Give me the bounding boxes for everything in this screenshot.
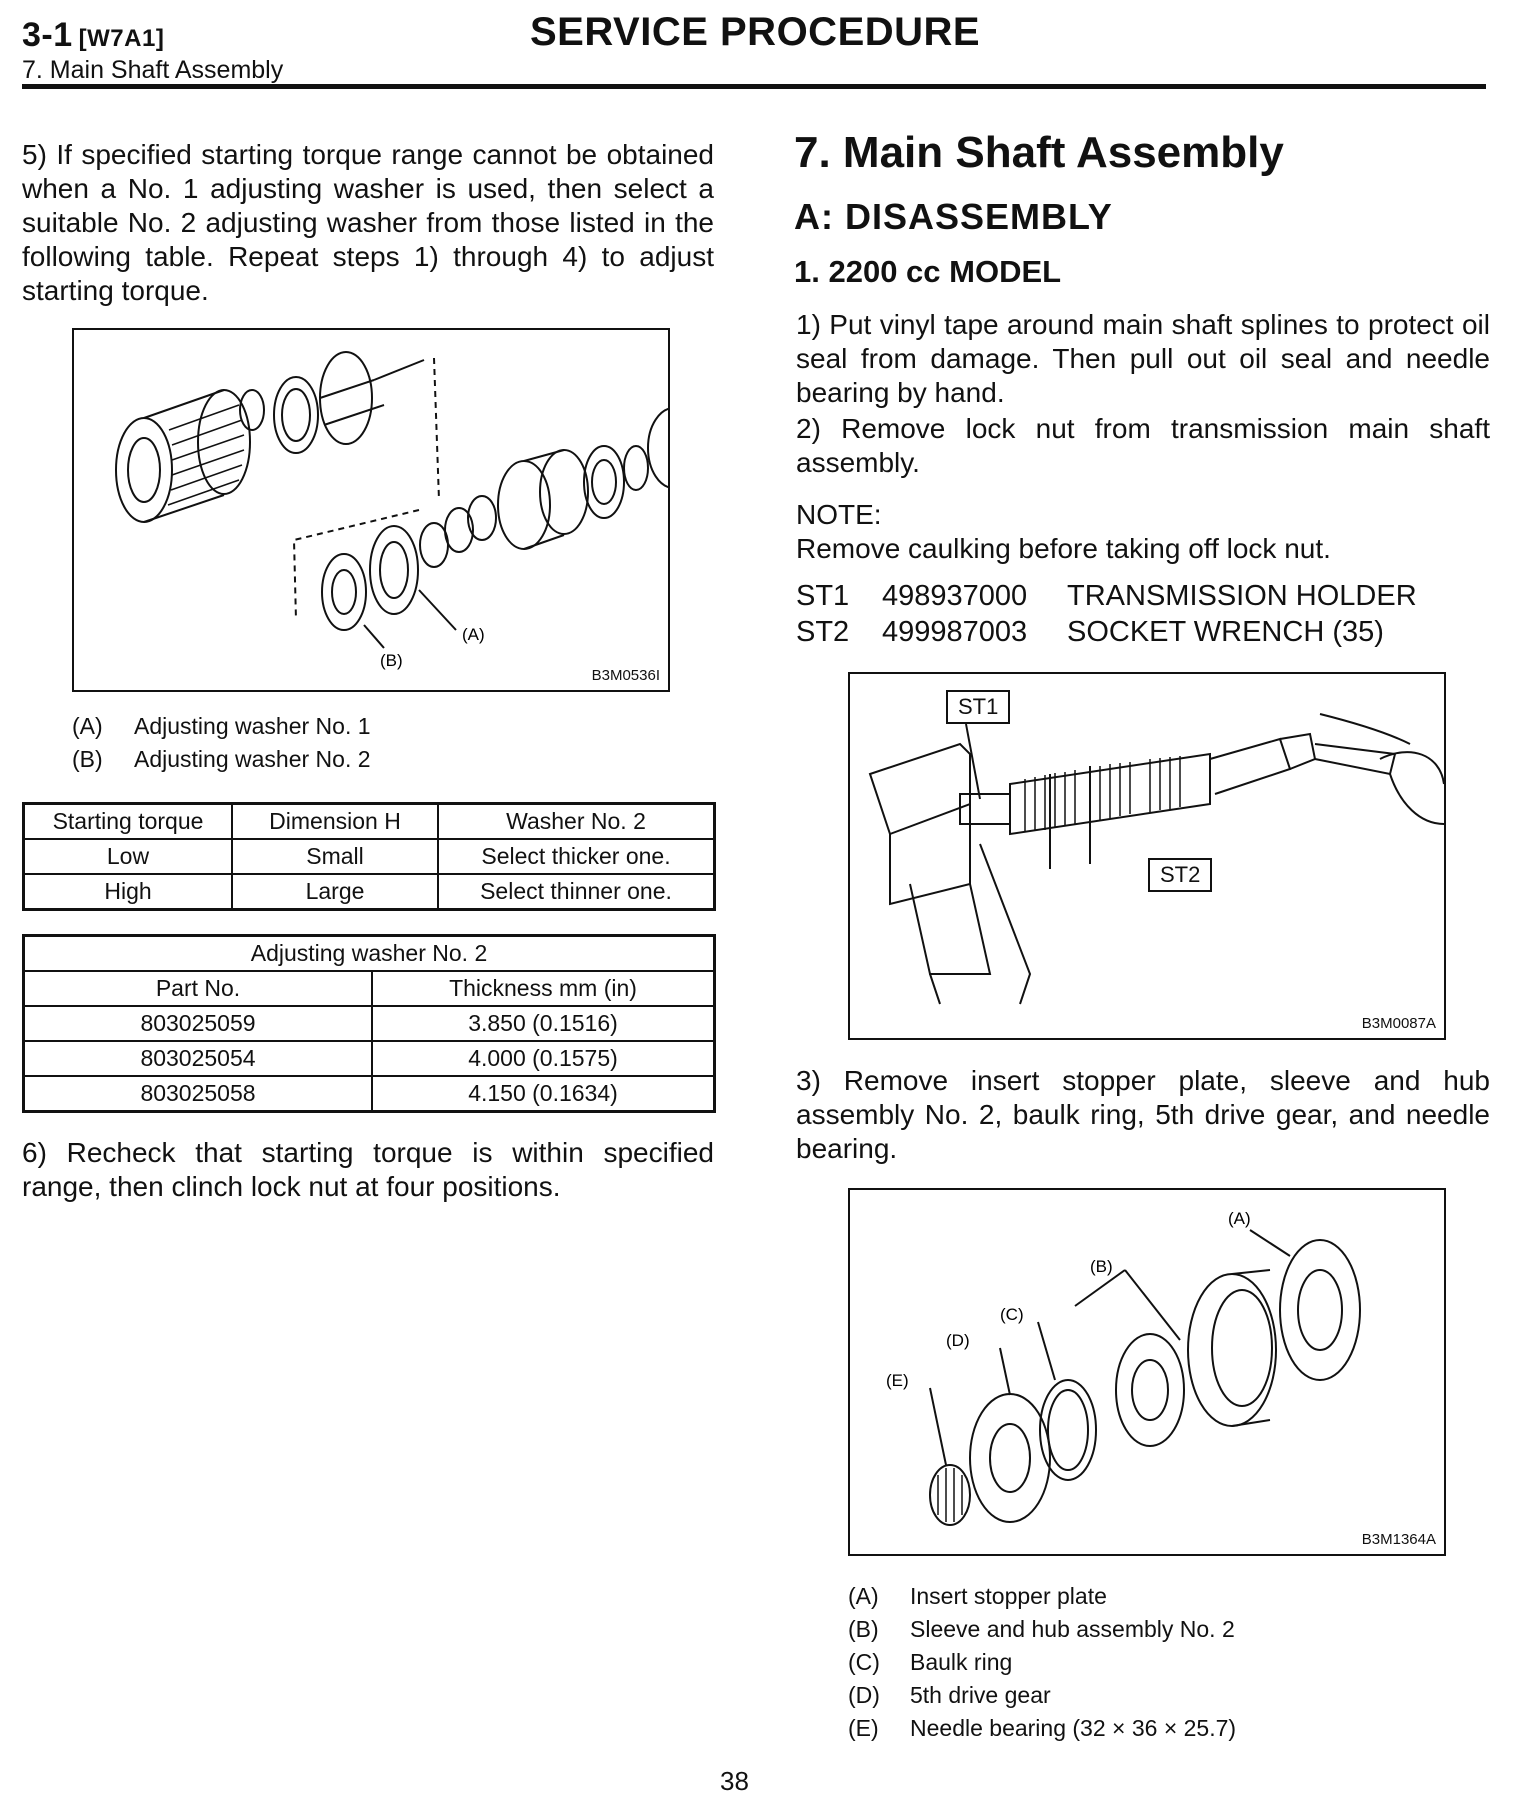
legend-key: (B): [72, 746, 103, 772]
legend-text: 5th drive gear: [910, 1682, 1051, 1708]
tool-row: [796, 614, 1417, 650]
table-header-cell: Washer No. 2: [438, 804, 715, 840]
section-number: 3-1: [22, 16, 73, 54]
figure2-label-st2: ST2: [1148, 858, 1212, 892]
figure3-label-c: (C): [1000, 1305, 1024, 1324]
tool-setup-drawing: [850, 674, 1444, 1038]
step-2-text: 2) Remove lock nut from transmission main shaft assembly.: [796, 413, 1490, 478]
tool-name: SOCKET WRENCH (35): [1067, 616, 1384, 648]
legend-key: (A): [848, 1583, 879, 1609]
table-cell: 803025058: [24, 1076, 373, 1112]
adjusting-washer-table: [22, 934, 716, 1113]
washer-exploded-drawing: [74, 330, 668, 690]
figure3-label-e: (E): [886, 1371, 909, 1390]
table-cell: Large: [232, 874, 438, 910]
table-title: Adjusting washer No. 2: [24, 936, 715, 972]
figure3-label-b: (B): [1090, 1257, 1113, 1276]
figure2-code: B3M0087A: [1361, 1015, 1436, 1032]
header-rule: [22, 84, 1486, 89]
legend-item: [848, 1679, 1236, 1712]
table-row: [24, 1041, 715, 1076]
figure3-code: B3M1364A: [1361, 1531, 1436, 1548]
legend-key: (D): [848, 1682, 880, 1708]
table-cell: 803025059: [24, 1006, 373, 1041]
tool-row: [796, 578, 1417, 614]
page-subtitle: 7. Main Shaft Assembly: [22, 56, 284, 84]
legend-text: Baulk ring: [910, 1649, 1013, 1675]
tool-part: 498937000: [882, 580, 1028, 612]
table-cell: Low: [24, 839, 233, 874]
table-header-cell: Starting torque: [24, 804, 233, 840]
legend-text: Adjusting washer No. 2: [134, 746, 371, 772]
figure-washer-diagram: [72, 328, 670, 692]
step-6-text: 6) Recheck that starting torque is within specified range, then clinch lock nut at four positions.: [22, 1137, 714, 1202]
legend-key: (E): [848, 1715, 879, 1741]
table-row: [24, 1076, 715, 1112]
figure1-label-b: (B): [380, 651, 403, 670]
legend-item: [72, 743, 371, 776]
page-number: 38: [720, 1766, 749, 1796]
legend-item: [848, 1712, 1236, 1745]
legend-item: [848, 1613, 1236, 1646]
starting-torque-table: [22, 802, 716, 911]
table-header-row: [24, 804, 715, 840]
table-cell: High: [24, 874, 233, 910]
tool-id: ST1: [796, 580, 850, 612]
legend-text: Adjusting washer No. 1: [134, 713, 371, 739]
table-row: [24, 1006, 715, 1041]
legend-key: (C): [848, 1649, 880, 1675]
table-header-cell: Thickness mm (in): [372, 971, 715, 1006]
legend-item: [848, 1580, 1236, 1613]
table-cell: 4.000 (0.1575): [372, 1041, 715, 1076]
table-header-cell: Part No.: [24, 971, 373, 1006]
table-cell: Select thinner one.: [438, 874, 715, 910]
step-3-text: 3) Remove insert stopper plate, sleeve and hub assembly No. 2, baulk ring, 5th drive gear, and needle bearing.: [796, 1065, 1490, 1164]
table-cell: Select thicker one.: [438, 839, 715, 874]
section-tag: [W7A1]: [78, 25, 165, 52]
figure1-label-a: (A): [462, 625, 485, 644]
legend-key: (B): [848, 1616, 879, 1642]
legend-key: (A): [72, 713, 103, 739]
figure-gear-disassembly: [848, 1188, 1446, 1556]
table-cell: Small: [232, 839, 438, 874]
table-cell: 803025054: [24, 1041, 373, 1076]
model-heading: 1. 2200 cc MODEL: [794, 254, 1062, 289]
table-header-cell: Dimension H: [232, 804, 438, 840]
tool-id: ST2: [796, 616, 850, 648]
note-label: NOTE:: [796, 499, 882, 530]
figure3-label-a: (A): [1228, 1209, 1251, 1228]
legend-text: Needle bearing (32 × 36 × 25.7): [910, 1715, 1237, 1741]
table-cell: 4.150 (0.1634): [372, 1076, 715, 1112]
legend-text: Sleeve and hub assembly No. 2: [910, 1616, 1235, 1642]
table-row: [24, 839, 715, 874]
tool-name: TRANSMISSION HOLDER: [1067, 580, 1417, 612]
legend-text: Insert stopper plate: [910, 1583, 1107, 1609]
table-cell: 3.850 (0.1516): [372, 1006, 715, 1041]
tool-list: [796, 578, 1417, 650]
subsection-heading: A: DISASSEMBLY: [794, 196, 1113, 237]
legend-washers: [72, 710, 371, 776]
table-row: [24, 874, 715, 910]
step-1-text: 1) Put vinyl tape around main shaft splines to protect oil seal from damage. Then pull out oil seal and needle bearing by hand.: [796, 309, 1490, 408]
note-text: Remove caulking before taking off lock nut.: [796, 533, 1331, 564]
legend-item: [848, 1646, 1236, 1679]
table-title-row: [24, 936, 715, 972]
legend-gear-parts: [848, 1580, 1236, 1745]
tool-part: 499987003: [882, 616, 1028, 648]
figure2-label-st1: ST1: [946, 690, 1010, 724]
figure1-code: B3M0536I: [591, 667, 660, 684]
figure3-label-d: (D): [946, 1331, 970, 1350]
legend-item: [72, 710, 371, 743]
gear-exploded-drawing: [850, 1190, 1444, 1554]
section-heading: 7. Main Shaft Assembly: [794, 128, 1284, 177]
table-header-row: [24, 971, 715, 1006]
section-code: [22, 16, 164, 55]
step-5-text: 5) If specified starting torque range cannot be obtained when a No. 1 adjusting washer is used, then select a suitable No. 2 adjusting washer from those listed in the following table. Repeat steps 1) through 4) to adjust starting torque.: [22, 139, 714, 306]
page-title: SERVICE PROCEDURE: [530, 10, 981, 54]
figure-tool-setup: [848, 672, 1446, 1040]
